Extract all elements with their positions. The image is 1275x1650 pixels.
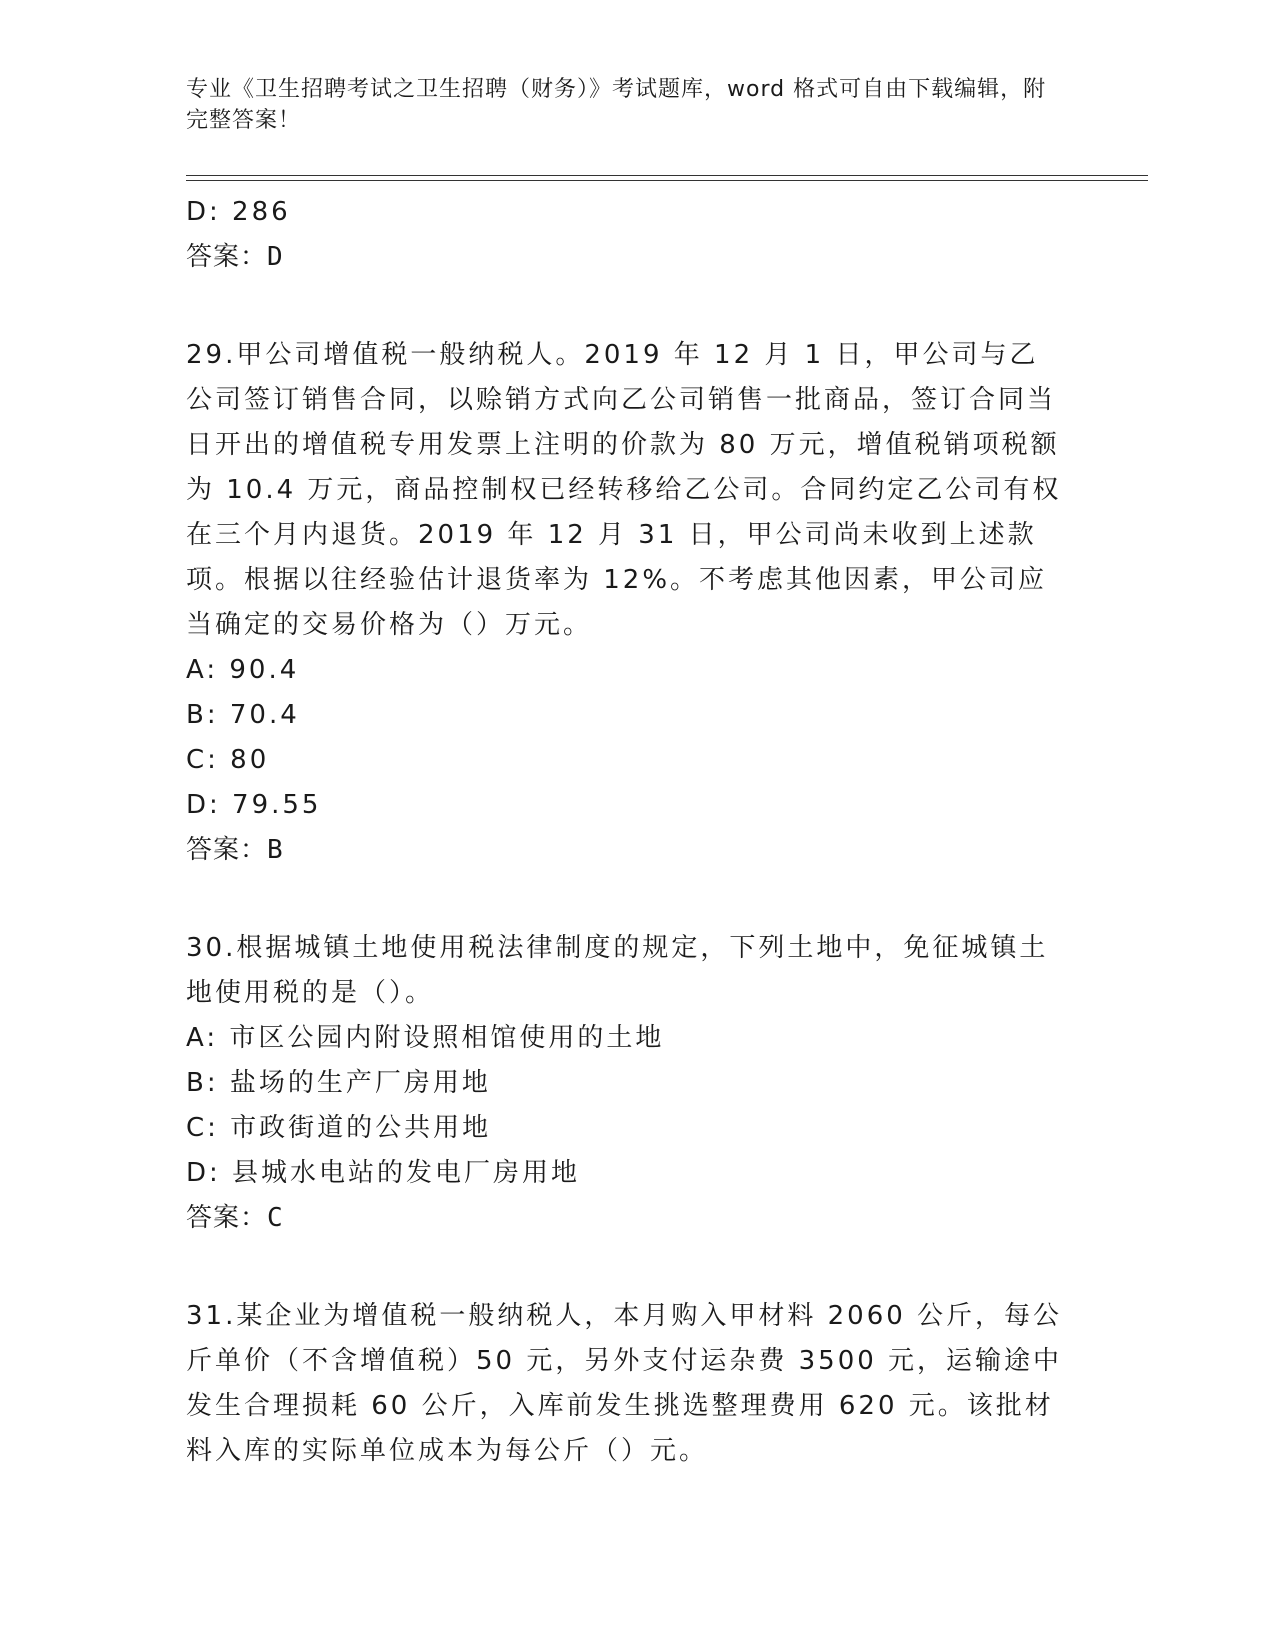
q30-option-a: A: 市区公园内附设照相馆使用的土地 — [186, 1023, 665, 1053]
answer-value: B — [267, 835, 284, 865]
prev-option-d: D: 286 — [186, 197, 291, 227]
answer-value: D — [267, 242, 284, 272]
q29-option-a: A: 90.4 — [186, 655, 300, 685]
answer-label: 答案： — [186, 835, 268, 865]
q30-option-d: D: 县城水电站的发电厂房用地 — [186, 1158, 581, 1188]
spacer — [186, 280, 1086, 333]
document-header: 专业《卫生招聘考试之卫生招聘（财务）》考试题库，word 格式可自由下载编辑，附完整答案！ — [186, 77, 1047, 133]
question-content — [186, 190, 1086, 1474]
q30-option-b: B: 盐场的生产厂房用地 — [186, 1068, 491, 1098]
q29-option-b: B: 70.4 — [186, 700, 300, 730]
header-divider-top — [186, 175, 1148, 176]
answer-label: 答案： — [186, 1203, 268, 1233]
q29-answer — [186, 828, 1086, 873]
prev-answer — [186, 235, 1086, 280]
q29-option-d: D: 79.55 — [186, 790, 322, 820]
question-29-text: 29.甲公司增值税一般纳税人。2019 年 12 月 1 日，甲公司与乙公司签订销售合同，以赊销方式向乙公司销售一批商品，签订合同当日开出的增值税专用发票上注明的价款为 80 万元，增值税销项税额为 10.4 万元，商品控制权已经转移给乙公司。合同约定乙公司有权在三个月内退货。2019 年 12 月 31 日，甲公司尚未收到上述款项。根据以往经验估计退货率为 12%。不考虑其他因素，甲公司应当确定的交易价格为（）万元。 — [186, 340, 1062, 640]
spacer — [186, 873, 1086, 926]
question-31-text: 31.某企业为增值税一般纳税人，本月购入甲材料 2060 公斤，每公斤单价（不含增值税）50 元，另外支付运杂费 3500 元，运输途中发生合理损耗 60 公斤，入库前发生挑选整理费用 620 元。该批材料入库的实际单位成本为每公斤（）元。 — [186, 1301, 1063, 1466]
q30-answer — [186, 1196, 1086, 1241]
spacer — [186, 1241, 1086, 1294]
answer-value: C — [267, 1203, 284, 1233]
q29-option-c: C: 80 — [186, 745, 270, 775]
question-30-text: 30.根据城镇土地使用税法律制度的规定，下列土地中，免征城镇土地使用税的是（）。 — [186, 933, 1049, 1008]
q30-option-c: C: 市政街道的公共用地 — [186, 1113, 492, 1143]
header-divider-bottom — [186, 180, 1148, 181]
answer-label: 答案： — [186, 242, 268, 272]
